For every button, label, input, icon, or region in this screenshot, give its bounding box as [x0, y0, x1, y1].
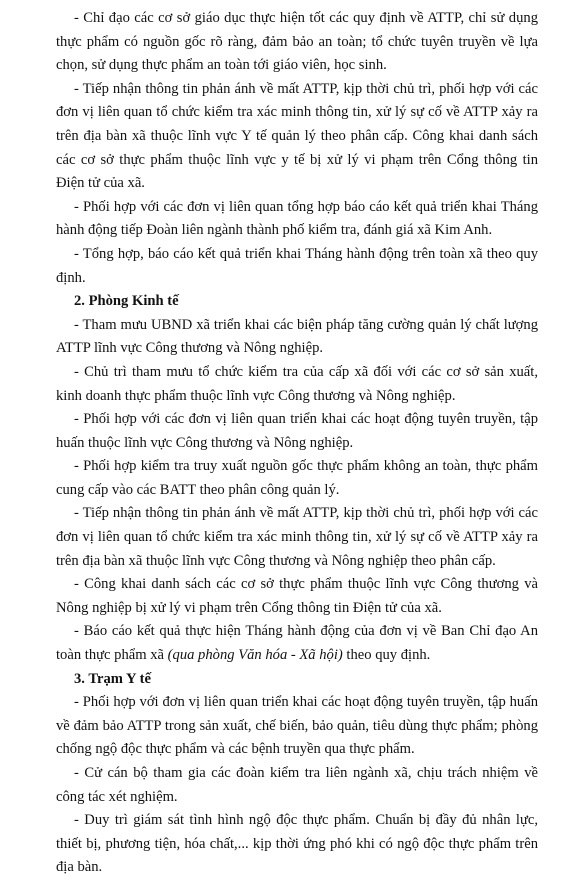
paragraph-text: - Công khai danh sách các cơ sở thực phẩm thuộc lĩnh vực Công thương và Nông nghiệp bị xử lý vi phạm trên Cổng thông tin Điện tử của xã.	[56, 576, 538, 616]
paragraph	[56, 78, 538, 196]
paragraph-text: - Phối hợp với đơn vị liên quan triển khai các hoạt động tuyên truyền, tập huấn về đảm bảo ATTP trong sản xuất, chế biến, bảo quản, tiêu dùng thực phẩm; phòng chống ngộ độc thực phẩm và các bệnh truyền qua thực phẩm.	[56, 694, 538, 758]
paragraph	[56, 361, 538, 408]
paragraph-italic-text: (qua phòng Văn hóa - Xã hội)	[167, 647, 343, 664]
paragraph-text: - Tiếp nhận thông tin phản ánh về mất ATTP, kịp thời chủ trì, phối hợp với các đơn vị liên quan tổ chức kiểm tra xác minh thông tin, xử lý sự cố về ATTP xảy ra trên địa bàn xã thuộc lĩnh vực Công thương và Nông nghiệp theo phân cấp.	[56, 505, 538, 569]
paragraph-text: - Cử cán bộ tham gia các đoàn kiểm tra liên ngành xã, chịu trách nhiệm về công tác xét nghiệm.	[56, 765, 538, 805]
paragraph	[56, 502, 538, 573]
paragraph	[56, 455, 538, 502]
section-heading-phong-kinh-te: 2. Phòng Kinh tế	[74, 293, 179, 310]
paragraph-text: - Chỉ đạo các cơ sở giáo dục thực hiện tốt các quy định về ATTP, chỉ sử dụng thực phẩm có nguồn gốc rõ ràng, đảm bảo an toàn; tổ chức tuyên truyền về lựa chọn, sử dụng thực phẩm an toàn tới giáo viên, học sinh.	[56, 10, 538, 74]
paragraph	[56, 691, 538, 762]
paragraph	[56, 243, 538, 290]
paragraph-text: - Báo cáo kết quả thực hiện Tháng hành động của đơn vị về Ban Chỉ đạo An toàn thực phẩm xã	[56, 623, 538, 664]
paragraph	[56, 314, 538, 361]
paragraph-text: - Tổng hợp, báo cáo kết quả triển khai Tháng hành động trên toàn xã theo quy định.	[56, 245, 538, 286]
paragraph-text: - Tiếp nhận thông tin phản ánh về mất ATTP, kịp thời chủ trì, phối hợp với các đơn vị liên quan tổ chức kiểm tra xác minh thông tin, xử lý sự cố về ATTP xảy ra trên địa bàn xã thuộc lĩnh vực Y tế quản lý theo phân cấp. Công khai danh sách các cơ sở thực phẩm thuộc lĩnh vực y tế bị xử lý vi phạm trên Cổng thông tin Điện tử của xã.	[56, 80, 538, 192]
paragraph-text: theo quy định.	[342, 647, 431, 664]
paragraph	[56, 196, 538, 243]
document-body	[56, 7, 538, 880]
paragraph	[56, 620, 538, 667]
paragraph	[56, 573, 538, 620]
paragraph-text: - Duy trì giám sát tình hình ngộ độc thực phẩm. Chuẩn bị đầy đủ nhân lực, thiết bị, phương tiện, hóa chất,... kịp thời ứng phó khi có ngộ độc thực phẩm trên địa bàn.	[56, 812, 538, 876]
paragraph-text: - Phối hợp với các đơn vị liên quan tổng hợp báo cáo kết quả triển khai Tháng hành động tiếp Đoàn liên ngành thành phố kiểm tra, đánh giá xã Kim Anh.	[56, 198, 538, 239]
section-heading-tram-y-te: 3. Trạm Y tế	[74, 670, 152, 687]
paragraph-text: - Phối hợp với các đơn vị liên quan triển khai các hoạt động tuyên truyền, tập huấn thuộc lĩnh vực Công thương và Nông nghiệp.	[56, 411, 538, 451]
paragraph	[56, 408, 538, 455]
paragraph	[56, 762, 538, 809]
paragraph	[56, 7, 538, 78]
paragraph-text: - Chủ trì tham mưu tổ chức kiểm tra của cấp xã đối với các cơ sở sản xuất, kinh doanh thực phẩm thuộc lĩnh vực Công thương và Nông nghiệp.	[56, 363, 538, 404]
paragraph	[56, 809, 538, 880]
paragraph-text: - Tham mưu UBND xã triển khai các biện pháp tăng cường quản lý chất lượng ATTP lĩnh vực Công thương và Nông nghiệp.	[56, 316, 538, 357]
paragraph-text: - Phối hợp kiểm tra truy xuất nguồn gốc thực phẩm không an toàn, thực phẩm cung cấp vào các BATT theo phân công quản lý.	[56, 458, 538, 498]
